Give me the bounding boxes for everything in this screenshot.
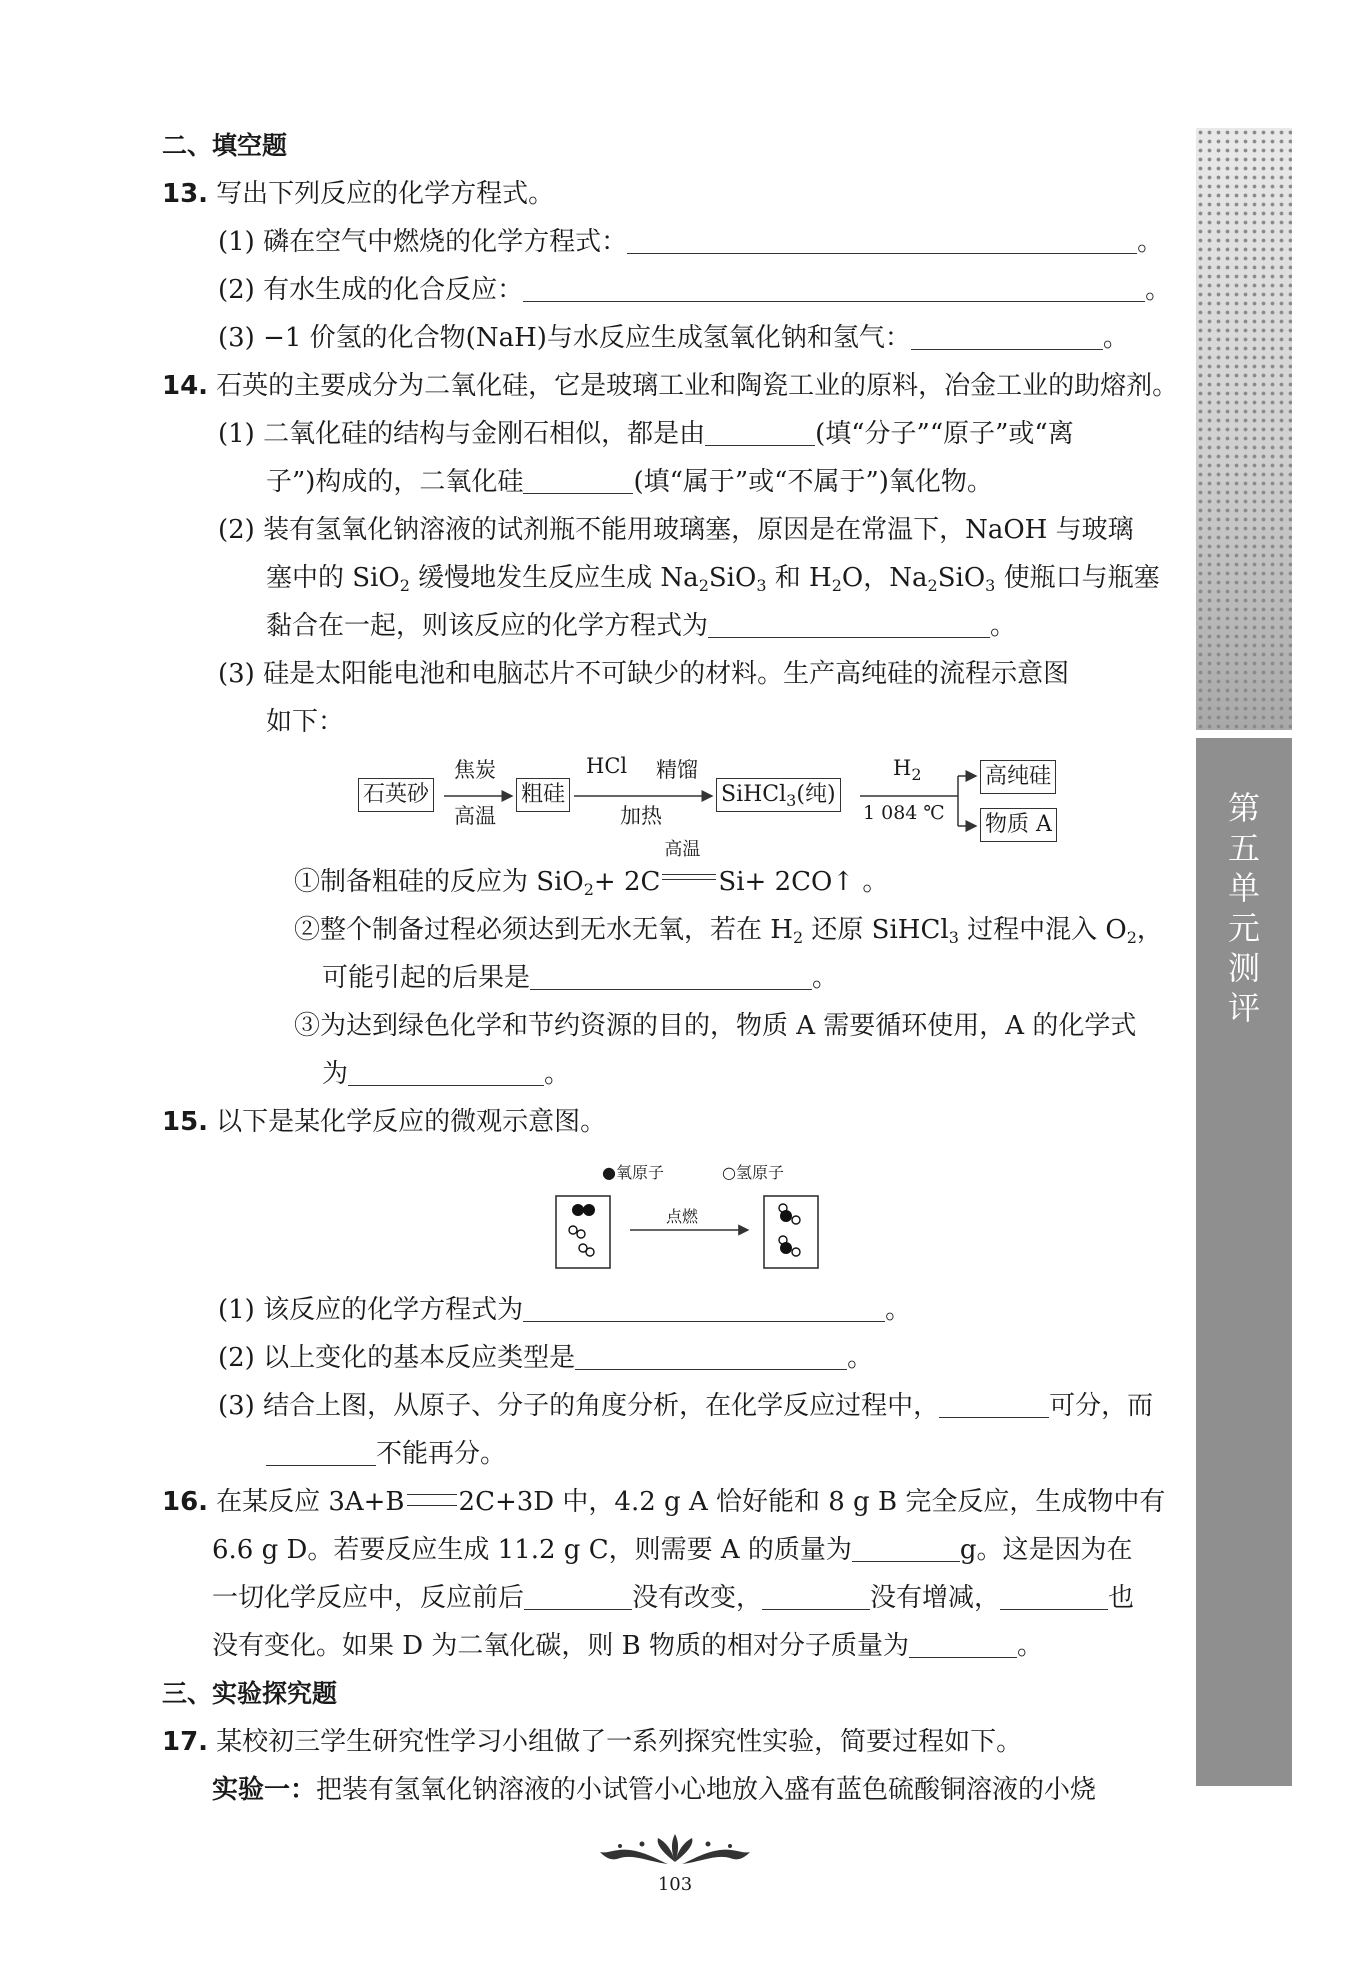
flow-label-hcl: HCl (586, 754, 628, 778)
flow-box-substance-a: 物质 A (980, 808, 1057, 842)
q14-part3-line2: 如下： (266, 707, 345, 737)
answer-blank[interactable] (705, 415, 815, 446)
q14-sub3-line2: 为 。 (162, 1050, 1172, 1098)
answer-blank[interactable] (266, 1435, 376, 1466)
side-tab-char: 评 (1227, 989, 1260, 1027)
hydrogen-atom (577, 1230, 585, 1238)
page-footer (590, 1832, 760, 1895)
q15-part2: (2) 以上变化的基本反应类型是 。 (162, 1334, 1172, 1382)
question-16-line3: 一切化学反应中，反应前后 没有改变， 没有增减， 也 (162, 1574, 1172, 1622)
q14-part1-line1: (1) 二氧化硅的结构与金刚石相似，都是由 (填“分子”“原子”或“离 (162, 410, 1172, 458)
flow-box-quartz: 石英砂 (358, 778, 434, 812)
side-tab-label (1224, 788, 1264, 1028)
page-content (162, 122, 1179, 1814)
answer-blank[interactable] (348, 1055, 544, 1086)
q14-sub3-line1: ③为达到绿色化学和节约资源的目的，物质 A 需要循环使用，A 的化学式 (294, 1011, 1137, 1041)
side-tab-char: 第 (1227, 789, 1260, 827)
flow-label-coke: 焦炭 (454, 758, 496, 782)
answer-blank[interactable] (523, 271, 1145, 302)
question-16-line2: 6.6 g D。若要反应生成 11.2 g C，则需要 A 的质量为 g。这是因为在 (162, 1526, 1172, 1574)
q14-part3-line1: (3) 硅是太阳能电池和电脑芯片不可缺少的材料。生产高纯硅的流程示意图 (218, 659, 1070, 689)
q14-sub2-line2: 可能引起的后果是 。 (162, 954, 1172, 1002)
flow-box-high-purity-silicon: 高纯硅 (980, 760, 1056, 794)
section-heading-3: 三、实验探究题 (162, 1679, 338, 1708)
question-17-stem: 17. 某校初三学生研究性学习小组做了一系列探究性实验，简要过程如下。 (162, 1727, 1023, 1757)
q15-part3-line2: 不能再分。 (162, 1430, 1172, 1478)
product-box (764, 1196, 818, 1268)
q13-part3: (3) −1 价氢的化合物(NaH)与水反应生成氢氧化钠和氢气： 。 (162, 314, 1172, 362)
hydrogen-atom (779, 1236, 787, 1244)
question-14-stem: 14. 石英的主要成分为二氧化硅，它是玻璃工业和陶瓷工业的原料，冶金工业的助熔剂。 (162, 371, 1179, 401)
q15-part3-line1: (3) 结合上图，从原子、分子的角度分析，在化学反应过程中， 可分，而 (162, 1382, 1172, 1430)
answer-blank[interactable] (708, 607, 990, 638)
flow-label-heat: 加热 (620, 804, 662, 828)
answer-blank[interactable] (909, 1627, 1017, 1658)
floral-ornament-icon (590, 1832, 760, 1870)
flow-label-distill: 精馏 (656, 758, 698, 782)
legend-hydrogen: ○氢原子 (722, 1163, 784, 1182)
q14-part2-line2: 塞中的 SiO$_2$ 缓慢地发生反应生成 $Na_2SiO_3$ 和 $H_2O$，$Na_2SiO_3$ 使瓶口与瓶塞 (266, 563, 1160, 595)
ignite-label: 点燃 (666, 1207, 699, 1226)
answer-blank[interactable] (1000, 1579, 1108, 1610)
question-16-line1: 16. 在某反应 3A+B 2C+3D 中，4.2 g A 恰好能和 8 g B 完全反应，生成物中有 (162, 1487, 1166, 1517)
reaction-condition: 高温 (660, 862, 718, 892)
side-tab-char: 测 (1227, 949, 1260, 987)
flow-arrows (358, 760, 1070, 860)
answer-blank[interactable] (762, 1579, 870, 1610)
answer-blank[interactable] (524, 1579, 632, 1610)
q13-part2: (2) 有水生成的化合反应： 。 (162, 266, 1172, 314)
side-tab-char: 元 (1227, 909, 1260, 947)
flow-box-crude-silicon: 粗硅 (516, 778, 570, 812)
answer-blank[interactable] (523, 463, 633, 494)
side-tab-char: 五 (1227, 829, 1260, 867)
q14-part1-line2: 子”)构成的，二氧化硅 (填“属于”或“不属于”)氧化物。 (162, 458, 1172, 506)
hydrogen-atom (586, 1248, 594, 1256)
answer-blank[interactable] (627, 223, 1137, 254)
answer-blank[interactable] (575, 1339, 847, 1370)
equals-sign (407, 1494, 457, 1506)
side-tab (1196, 128, 1292, 1786)
question-16-line4: 没有变化。如果 D 为二氧化碳，则 B 物质的相对分子质量为 。 (162, 1622, 1172, 1670)
hydrogen-atom (569, 1226, 577, 1234)
micro-svg (550, 1160, 830, 1280)
micro-reaction-diagram (550, 1160, 830, 1280)
hydrogen-atom (792, 1248, 800, 1256)
hydrogen-atom (792, 1216, 800, 1224)
flow-box-sihcl3: SiHCl$_3$(纯) (716, 778, 841, 812)
q15-part1: (1) 该反应的化学方程式为 。 (162, 1286, 1172, 1334)
answer-blank[interactable] (530, 959, 812, 990)
answer-blank[interactable] (523, 1291, 885, 1322)
q14-part2-line1: (2) 装有氢氧化钠溶液的试剂瓶不能用玻璃塞，原因是在常温下，NaOH 与玻璃 (218, 515, 1134, 545)
answer-blank[interactable] (911, 319, 1103, 350)
q14-sub2-line1: ②整个制备过程必须达到无水无氧，若在 $H_2$ 还原 SiHCl$_3$ 过程中混入 $O_2$， (294, 915, 1163, 947)
answer-blank[interactable] (939, 1387, 1049, 1418)
question-17-exp1: 实验一：把装有氢氧化钠溶液的小试管小心地放入盛有蓝色硫酸铜溶液的小烧 (212, 1775, 1097, 1805)
oxygen-atom (572, 1204, 584, 1216)
legend-oxygen: ●氧原子 (602, 1163, 664, 1182)
flow-label-hightemp: 高温 (454, 804, 496, 828)
q13-part1: (1) 磷在空气中燃烧的化学方程式： 。 (162, 218, 1172, 266)
q14-part2-line3: 黏合在一起，则该反应的化学方程式为 。 (162, 602, 1172, 650)
side-tab-pattern (1196, 128, 1292, 730)
q14-sub1: ①制备粗硅的反应为 SiO$_2$+ 2C 高温 Si+ 2CO↑ 。 (294, 839, 889, 899)
flow-label-h2: $H_2$ (893, 756, 922, 784)
flow-label-temp: 1 084 ℃ (863, 802, 945, 824)
oxygen-atom (583, 1204, 595, 1216)
page-number: 103 (657, 1874, 693, 1895)
side-tab-char: 单 (1227, 869, 1260, 907)
silicon-flow-diagram (358, 754, 1070, 860)
hydrogen-atom (779, 1204, 787, 1212)
question-15-stem: 15. 以下是某化学反应的微观示意图。 (162, 1107, 607, 1137)
question-13-stem: 13. 写出下列反应的化学方程式。 (162, 179, 555, 209)
answer-blank[interactable] (852, 1531, 960, 1562)
section-heading-2: 二、填空题 (162, 131, 288, 160)
